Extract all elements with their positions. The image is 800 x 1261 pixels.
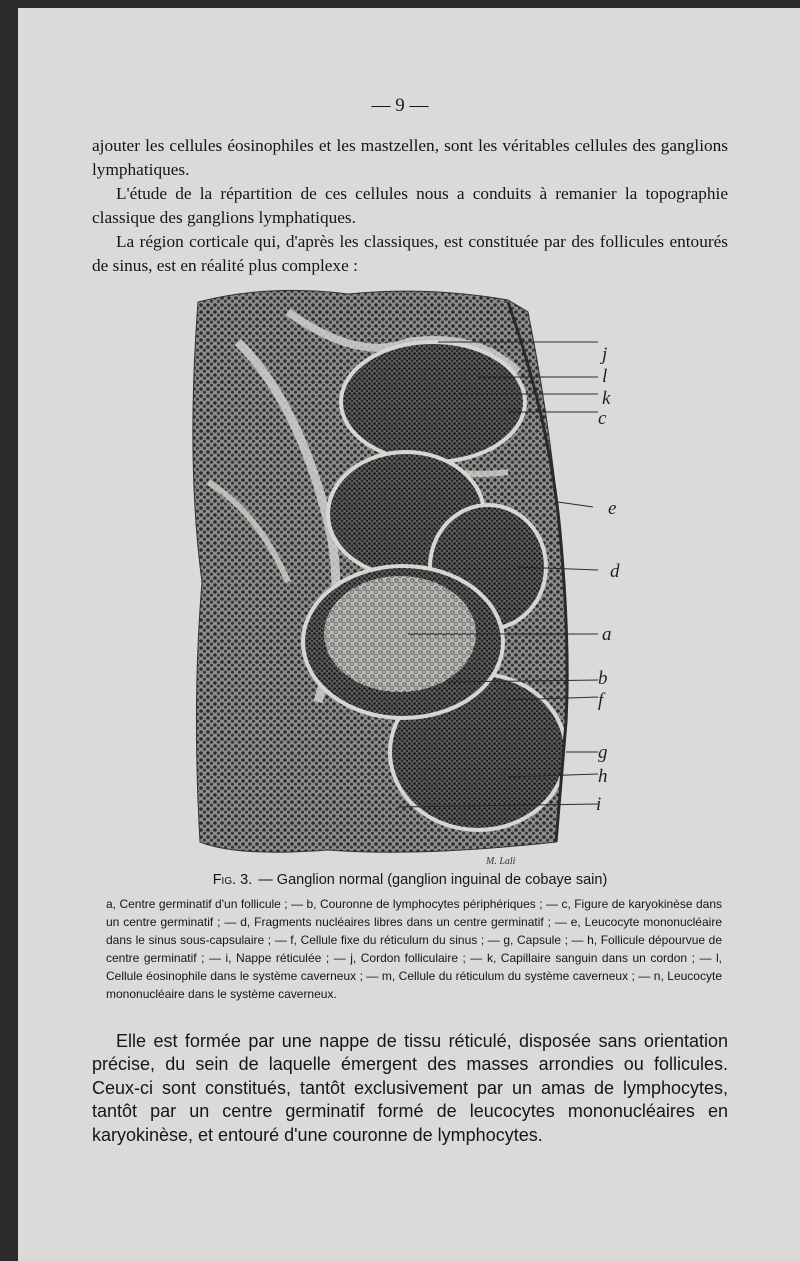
figure-caption-text: — Ganglion normal (ganglion inguinal de cobaye sain): [258, 872, 608, 888]
label-b: b: [598, 668, 608, 689]
follicle-upper: [341, 342, 525, 462]
label-h: h: [598, 766, 608, 787]
label-d: d: [610, 561, 620, 582]
figure-caption-label: Fig. 3.: [212, 872, 253, 888]
histology-figure: [178, 282, 648, 867]
paragraph-1: ajouter les cellules éosinophiles et les mastzellen, sont les véritables cellules des ganglions lymphatiques.: [92, 136, 728, 179]
paragraph-4: Elle est formée par une nappe de tissu réticulé, disposée sans orientation précise, du sein de laquelle émergent des masses arrondies ou follicules. Ceux-ci sont constitués, tantôt exclusivement par un amas de lymphocytes, tantôt par un centre germinatif formé de leucocytes mononucléaires en karyokinèse, et entouré d'une couronne de lymphocytes.: [92, 1031, 728, 1145]
figure-caption: [100, 872, 720, 888]
page-number: — 9 —: [371, 95, 429, 116]
label-f: f: [598, 690, 604, 711]
figure-legend: a, Centre germinatif d'un follicule ; — b, Couronne de lymphocytes périphériques ; — c, Figure de karyokinèse dans un centre germinatif ; — d, Fragments nucléaires libres dans un centre germinatif ; — e, Leucocyte mononucléaire dans le sinus sous-capsulaire ; — f, Cellule fixe du réticulum du sinus ; — g, Capsule ; — h, Follicule dépourvue de centre germinatif ; — i, Nappe réticulée ; — j, Cordon folliculaire ; — k, Capillaire sanguin dans un cordon ; — l, Cellule éosinophile dans le système caverneux ; — m, Cellule du réticulum du système caverneux ; — n, Leucocyte mononucléaire dans le système caverneux.: [106, 897, 722, 1001]
label-g: g: [598, 742, 608, 763]
ganglion-illustration: [178, 282, 648, 867]
paragraph-2: L'étude de la répartition de ces cellules nous a conduits à remanier la topographie classique des ganglions lymphatiques.: [92, 184, 728, 227]
paragraph-3: La région corticale qui, d'après les classiques, est constituée par des follicules entourés de sinus, est en réalité plus complexe :: [92, 232, 728, 275]
label-c: c: [598, 408, 607, 429]
illustrator-signature: M. Lali: [486, 856, 516, 867]
label-j: j: [602, 344, 608, 365]
label-l: l: [602, 366, 608, 387]
label-a: a: [602, 624, 612, 645]
label-k: k: [602, 388, 611, 409]
label-e: e: [608, 498, 617, 519]
label-i: i: [596, 794, 602, 815]
